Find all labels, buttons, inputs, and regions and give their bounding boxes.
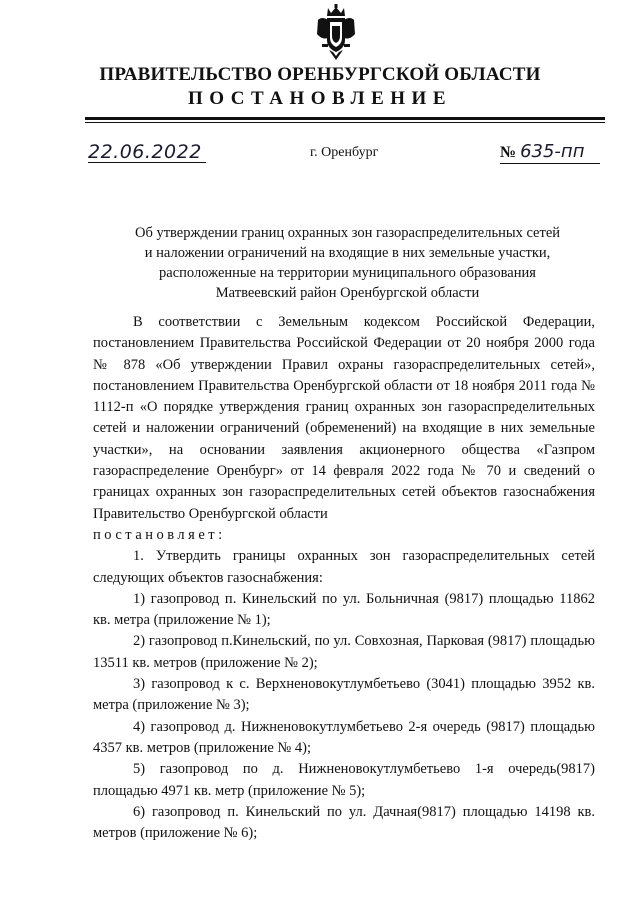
list-item: 4) газопровод д. Нижненовокутлумбетьево 2-я очередь (9817) площадью 4357 кв. метров (приложение № 4); xyxy=(93,718,595,756)
list-item: 1) газопровод п. Кинельский по ул. Больничная (9817) площадью 11862 кв. метра (приложение № 1); xyxy=(93,590,595,629)
number-sign: № xyxy=(500,144,517,161)
document-city: г. Оренбург xyxy=(310,145,379,160)
government-title: ПРАВИТЕЛЬСТВО ОРЕНБУРГСКОЙ ОБЛАСТИ xyxy=(99,64,541,85)
subject-line: расположенные на территории муниципального образования xyxy=(159,265,536,281)
clause-1: 1. Утвердить границы охранных зон газораспределительных сетей следующих объектов газоснабжения: xyxy=(93,548,595,586)
document-number xyxy=(500,142,600,164)
subject-line: Матвеевский район Оренбургской области xyxy=(215,285,480,301)
list-item: 2) газопровод п.Кинельский, по ул. Совхозная, Парковая (9817) площадью 13511 кв. метров (приложение № 2); xyxy=(93,633,595,671)
document-body xyxy=(93,312,595,844)
header-divider-thin xyxy=(85,122,605,123)
resolves-word: постановляет: xyxy=(93,526,226,543)
document-date: 22.06.2022 xyxy=(88,142,206,163)
subject-line: и наложении ограничений на входящие в них земельные участки, xyxy=(144,245,551,261)
list-item: 3) газопровод к с. Верхненовокутлумбетьево (3041) площадью 3952 кв. метра (приложение № 3); xyxy=(93,676,595,714)
preamble-paragraph: В соответствии с Земельным кодексом Российской Федерации, постановлением Правительства Российской Федерации от 20 ноября 2000 года № 878 «Об утверждении Правил охраны газораспределительных сетей», постановлением Правительства Оренбургской области от 18 ноября 2011 года № 1112-п «О порядке утверждения границ охранных зон газораспределительных сетей и наложении ограничений (обременений) на входящие в них земельные участки», на основании заявления акционерного общества «Газпром газораспределение Оренбург» от 14 февраля 2022 года № 70 и сведений о границах охранных зон газораспределительных сетей объектов газоснабжения Правительство Оренбургской области xyxy=(93,314,595,522)
list-item: 5) газопровод по д. Нижненовокутлумбетьево 1-я очередь(9817) площадью 4971 кв. метр (приложение № 5); xyxy=(93,761,595,799)
document-type-title: ПОСТАНОВЛЕНИЕ xyxy=(187,88,453,109)
document-subject xyxy=(100,223,595,303)
coat-of-arms-emblem xyxy=(314,4,358,62)
list-item: 6) газопровод п. Кинельский по ул. Дачная(9817) площадью 14198 кв. метров (приложение № 6); xyxy=(93,803,595,842)
header-divider-thick xyxy=(85,117,605,120)
number-value: 635-пп xyxy=(520,141,585,162)
subject-line: Об утверждении границ охранных зон газораспределительных сетей xyxy=(134,225,561,241)
